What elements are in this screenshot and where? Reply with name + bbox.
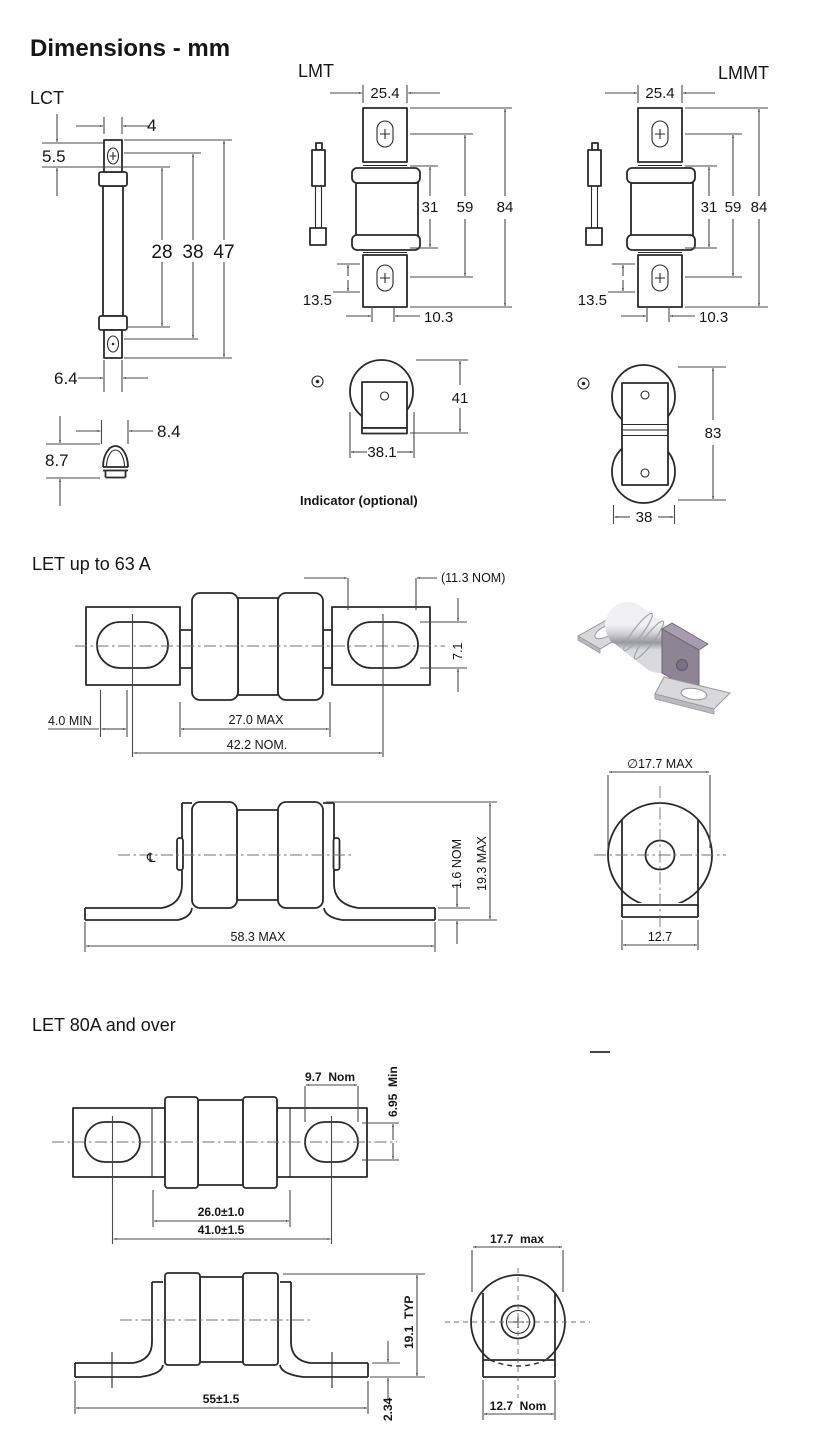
lct-dim-47-text: 47 <box>213 242 235 263</box>
lct-dim-cap-width <box>76 420 181 444</box>
lmt-end-view <box>312 360 413 434</box>
lct-dim-tab-width <box>76 116 156 135</box>
lmmt-dim-31-text: 31 <box>700 199 718 216</box>
lmt-dim-end-width-text: 38.1 <box>367 444 397 461</box>
lct-dim-body-width <box>54 360 148 392</box>
let80-end-view <box>445 1268 590 1398</box>
let63-dim-body-text: 27.0 MAX <box>228 713 284 727</box>
lmmt-dim-84-text: 84 <box>750 199 768 216</box>
let63-dim-slot-length <box>304 571 505 610</box>
page-title: Dimensions - mm <box>30 35 231 62</box>
let63-dim-body <box>180 702 330 737</box>
let80-dim-holes-text: 41.0±1.5 <box>197 1223 245 1237</box>
let63-dim-foot-thickness-text: 1.6 NOM <box>450 838 464 889</box>
let63-dim-slot-width-text: 7.1 <box>451 642 465 660</box>
let63-dim-length-text: 58.3 MAX <box>230 930 286 944</box>
let80-dim-body <box>153 1190 290 1227</box>
let63-dim-diameter-text: ∅17.7 MAX <box>627 757 693 771</box>
let80-top-view <box>52 1097 397 1244</box>
let63-end-view <box>594 786 726 933</box>
let63-centerline-symbol: ℄ <box>147 850 156 865</box>
let63-dim-length <box>85 922 435 952</box>
let63-dim-holes-text: 42.2 NOM. <box>226 738 288 752</box>
lmmt-end-view <box>578 365 675 503</box>
lmt-dim-84-text: 84 <box>496 199 514 216</box>
let80-dim-body-text: 26.0±1.0 <box>197 1205 245 1219</box>
let63-side-view <box>85 802 435 920</box>
let80-side-view <box>75 1273 368 1388</box>
let80-dim-foot-thickness <box>372 1341 400 1421</box>
let80-dim-foot-thickness-text: 2.34 <box>381 1397 395 1421</box>
lmt-dim-tab-width-text: 25.4 <box>370 85 400 102</box>
lct-label: LCT <box>30 88 65 108</box>
lct-dim-lengths <box>124 140 235 358</box>
lmmt-dim-end-width-text: 38 <box>635 509 653 526</box>
let80-dim-holes <box>114 1223 331 1239</box>
lmmt-front-view <box>627 108 695 307</box>
lmmt-dim-tab-slot-text: 10.3 <box>699 309 729 326</box>
lmt-front-view <box>352 108 420 307</box>
let63-dim-height <box>326 802 497 919</box>
let80-dim-length-text: 55±1.5 <box>202 1392 240 1406</box>
lmmt-dim-hole-offset-text: 13.5 <box>577 292 607 309</box>
lmt-dim-31-text: 31 <box>421 199 439 216</box>
lmmt-dim-end-height-text: 83 <box>704 425 722 442</box>
lmmt-dim-hole-offset <box>578 264 635 309</box>
lmmt-dim-end-width <box>614 505 675 526</box>
lmt-dim-end-height <box>410 360 468 433</box>
lct-dim-cap-width-text: 8.4 <box>157 422 181 441</box>
let80-dim-length <box>75 1381 368 1414</box>
let80-dim-base-width-text: 12.7 Nom <box>489 1399 547 1413</box>
lmt-indicator-pin <box>310 143 326 245</box>
lmt-dim-hole-offset <box>303 264 360 309</box>
lct-dim-28-text: 28 <box>151 242 173 263</box>
lmt-dim-end-height-text: 41 <box>451 390 469 407</box>
let63-top-view <box>75 593 445 757</box>
lmt-dim-verticals <box>410 108 513 307</box>
lmmt-dim-tab-slot <box>621 307 728 326</box>
lct-dim-cap-height-text: 8.7 <box>45 451 69 470</box>
lmt-dim-tab-slot <box>346 307 453 326</box>
let63-3d-render <box>578 605 730 714</box>
let80-dim-base-width <box>483 1380 555 1420</box>
let63-dim-tab-end <box>48 690 127 737</box>
lmmt-dim-tab-width <box>605 85 715 103</box>
lct-dim-cap-height <box>45 416 100 506</box>
lct-front-view <box>99 140 127 358</box>
lmt-dim-hole-offset-text: 13.5 <box>302 292 332 309</box>
lct-end-view <box>103 446 128 477</box>
let80-dim-slot-length-text: 9.7 Nom <box>304 1070 356 1084</box>
let63-dim-base-width-text: 12.7 <box>647 930 673 944</box>
lmt-label: LMT <box>298 61 334 81</box>
lmmt-dim-verticals <box>685 108 768 307</box>
let63-dim-holes <box>134 738 383 753</box>
lmt-dim-tab-width <box>330 85 440 103</box>
let80-dim-height-text: 19.1 TYP <box>402 1295 416 1349</box>
let63-dim-tab-end-text: 4.0 MIN <box>48 714 92 728</box>
lct-dim-tab-width-text: 4 <box>147 116 157 135</box>
let63-dim-height-text: 19.3 MAX <box>475 836 489 891</box>
let80-label: LET 80A and over <box>32 1015 176 1035</box>
lmmt-dim-end-height <box>678 367 726 500</box>
lct-dim-tab-height-text: 5.5 <box>42 147 66 166</box>
lmmt-dim-59-text: 59 <box>724 199 742 216</box>
lct-dim-38-text: 38 <box>182 242 204 263</box>
lmt-dim-59-text: 59 <box>456 199 474 216</box>
let63-label: LET up to 63 A <box>32 554 151 574</box>
lmmt-label: LMMT <box>718 63 769 83</box>
lmt-dim-tab-slot-text: 10.3 <box>424 309 454 326</box>
lmmt-indicator-pin <box>586 143 602 245</box>
let63-dim-slot-length-text: (11.3 NOM) <box>441 571 506 585</box>
let80-dim-diameter-text: 17.7 max <box>489 1232 545 1246</box>
lmmt-dim-tab-width-text: 25.4 <box>645 85 675 102</box>
lct-dim-body-width-text: 6.4 <box>54 369 78 388</box>
indicator-note: Indicator (optional) <box>300 493 418 508</box>
let80-dim-slot-width-text: 6.95 Min <box>386 1066 400 1117</box>
